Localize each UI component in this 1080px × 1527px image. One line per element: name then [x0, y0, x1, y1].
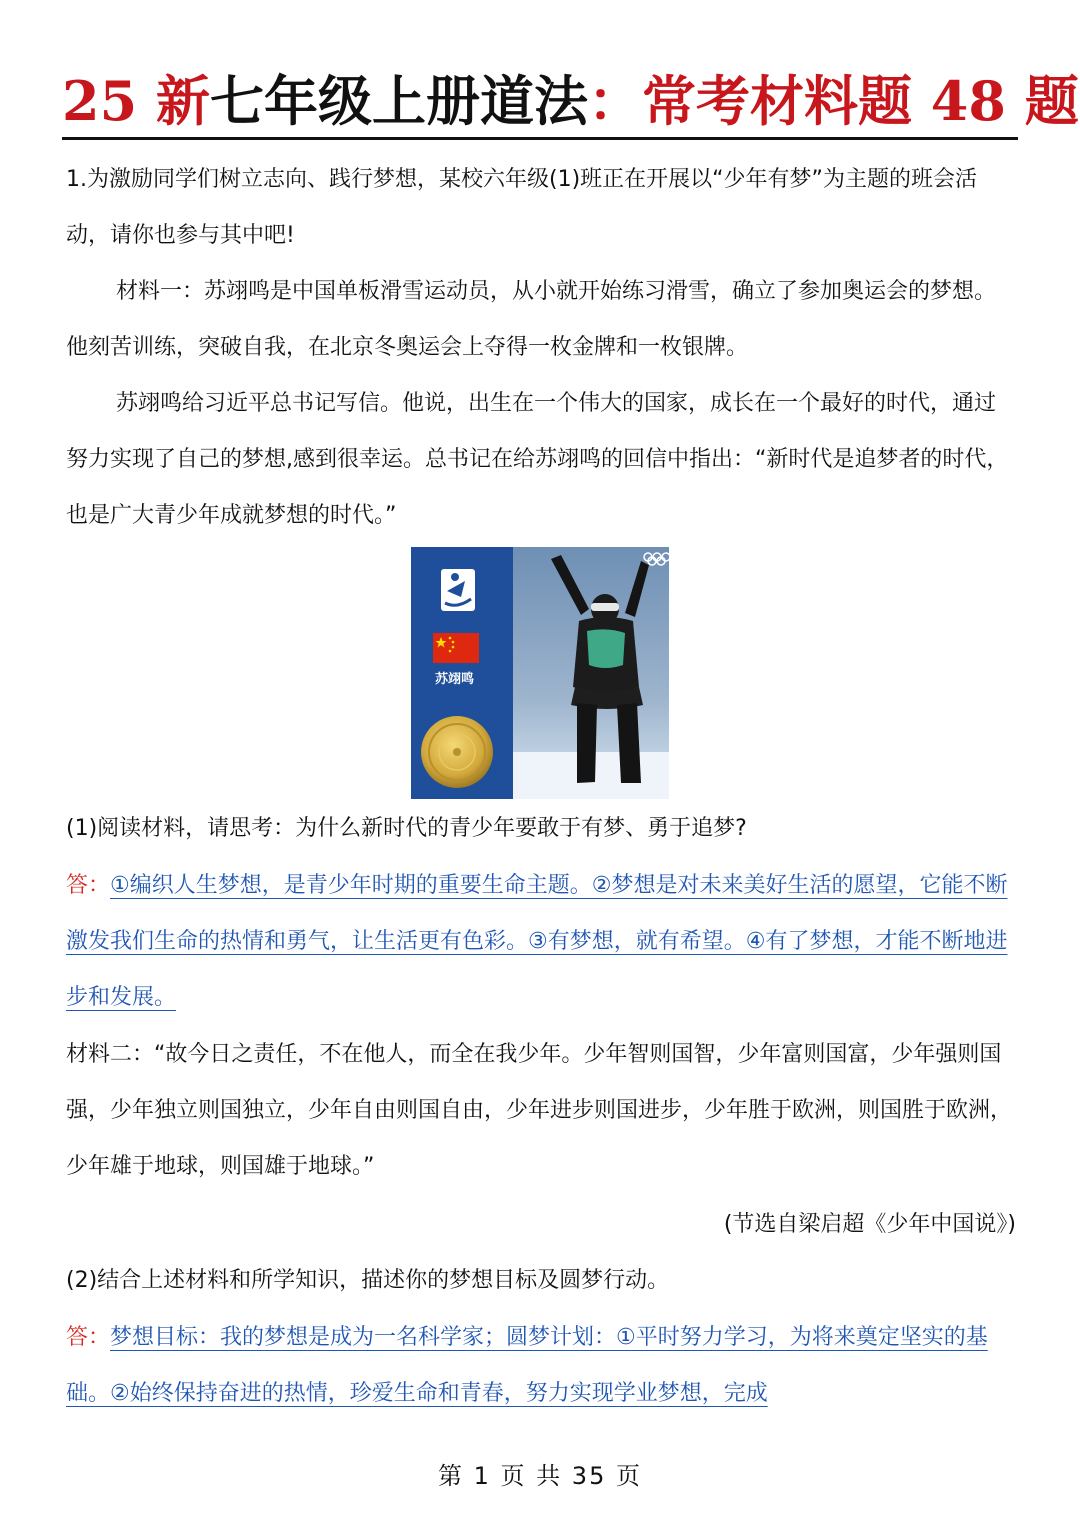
title-underline — [62, 137, 1018, 140]
athlete-name-caption: 苏翊鸣 — [435, 672, 475, 687]
answer-1-text: ①编织人生梦想，是青少年时期的重要生命主题。②梦想是对未来美好生活的愿望，它能不断激发我们生命的热情和勇气，让生活更有色彩。③有梦想，就有希望。④有了梦想，才能不断地进步和发展。 — [66, 873, 1008, 1010]
material-1-paragraph-2: 苏翊鸣给习近平总书记写信。他说，出生在一个伟大的国家，成长在一个最好的时代，通过努力实现了自己的梦想,感到很幸运。总书记在给苏翊鸣的回信中指出：“新时代是追梦者的时代，也是广大青少年成就梦想的时代。” — [66, 391, 1009, 528]
athlete-photo — [411, 547, 669, 799]
title-colon: ： — [587, 69, 642, 133]
material-2: 材料二：“故今日之责任，不在他人，而全在我少年。少年智则国智，少年富则国富，少年强则国强，少年独立则国独立，少年自由则国自由，少年进步则国进步，少年胜于欧洲，则国胜于欧洲，少年雄于地球，则国雄于地球。” — [66, 1042, 1013, 1179]
gold-medal-icon — [421, 716, 493, 788]
answer-2-text: 梦想目标：我的梦想是成为一名科学家；圆梦计划：①平时努力学习，为将来奠定坚实的基础。②始终保持奋进的热情，珍爱生命和青春，努力实现学业梦想，完成 — [66, 1325, 988, 1406]
answer-2-label: 答： — [66, 1325, 111, 1350]
snowboard-pictogram-icon — [441, 569, 475, 611]
sub-question-2: (2)结合上述材料和所学知识，描述你的梦想目标及圆梦行动。 — [66, 1268, 670, 1293]
title-part-1: 25 新 — [62, 69, 210, 133]
sub-question-1: (1)阅读材料，请思考：为什么新时代的青少年要敢于有梦、勇于追梦? — [66, 816, 747, 841]
answer-2 — [66, 1310, 1016, 1422]
material-2-source: (节选自梁启超《少年中国说》) — [723, 1212, 1016, 1237]
material-1-paragraph-1: 材料一：苏翊鸣是中国单板滑雪运动员，从小就开始练习滑雪，确立了参加奥运会的梦想。他刻苦训练，突破自我，在北京冬奥运会上夺得一枚金牌和一枚银牌。 — [66, 279, 997, 360]
q1-intro: 1.为激励同学们树立志向、践行梦想，某校六年级(1)班正在开展以“少年有梦”为主题的班会活动，请你也参与其中吧! — [66, 167, 977, 248]
answer-1-label: 答： — [66, 873, 111, 898]
page-title — [62, 68, 1079, 134]
title-part-2: 七年级上册道法 — [209, 69, 588, 133]
page-footer: 第 1 页 共 35 页 — [438, 1462, 642, 1490]
title-part-4: 常考材料题 48 题 — [641, 69, 1079, 133]
answer-1 — [66, 858, 1016, 1026]
china-flag-icon — [433, 633, 479, 663]
